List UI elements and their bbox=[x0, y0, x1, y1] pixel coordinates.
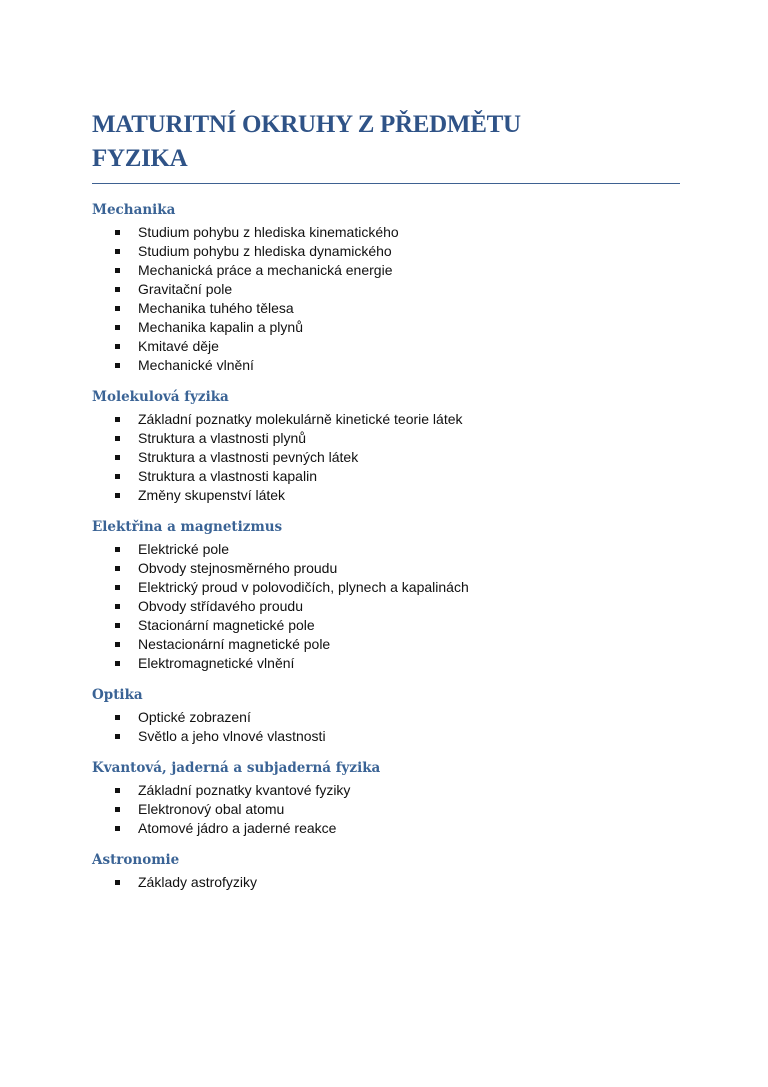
section-molekulova-fyzika bbox=[92, 387, 680, 517]
topics-list bbox=[92, 200, 680, 892]
section-heading: Optika bbox=[92, 687, 143, 703]
square-bullet-icon bbox=[115, 623, 120, 628]
square-bullet-icon bbox=[115, 715, 120, 720]
list-item bbox=[92, 800, 680, 819]
list-item bbox=[92, 467, 680, 486]
topic-label: Základy astrofyziky bbox=[138, 874, 258, 890]
section-optika bbox=[92, 685, 680, 758]
topic-label: Optické zobrazení bbox=[138, 709, 251, 725]
square-bullet-icon bbox=[115, 417, 120, 422]
list-item bbox=[92, 223, 680, 242]
square-bullet-icon bbox=[115, 249, 120, 254]
list-item bbox=[92, 873, 680, 892]
section-heading: Astronomie bbox=[92, 852, 180, 868]
topic-label: Studium pohybu z hlediska dynamického bbox=[138, 243, 392, 259]
list-item bbox=[92, 559, 680, 578]
square-bullet-icon bbox=[115, 547, 120, 552]
topic-list bbox=[92, 708, 680, 746]
section-mechanika bbox=[92, 200, 680, 387]
square-bullet-icon bbox=[115, 734, 120, 739]
list-item bbox=[92, 635, 680, 654]
list-item bbox=[92, 356, 680, 375]
topic-label: Elektromagnetické vlnění bbox=[138, 655, 295, 671]
section-astronomie bbox=[92, 850, 680, 892]
document-title bbox=[92, 108, 680, 176]
list-item bbox=[92, 597, 680, 616]
list-item bbox=[92, 280, 680, 299]
list-item bbox=[92, 654, 680, 673]
topic-label: Mechanická práce a mechanická energie bbox=[138, 262, 393, 278]
topic-list bbox=[92, 781, 680, 838]
square-bullet-icon bbox=[115, 455, 120, 460]
topic-label: Atomové jádro a jaderné reakce bbox=[138, 820, 337, 836]
list-item bbox=[92, 429, 680, 448]
list-item bbox=[92, 318, 680, 337]
square-bullet-icon bbox=[115, 436, 120, 441]
square-bullet-icon bbox=[115, 661, 120, 666]
list-item bbox=[92, 616, 680, 635]
square-bullet-icon bbox=[115, 287, 120, 292]
section-elektrina-a-magnetizmus bbox=[92, 517, 680, 685]
square-bullet-icon bbox=[115, 585, 120, 590]
square-bullet-icon bbox=[115, 306, 120, 311]
topic-label: Základní poznatky molekulárně kinetické teorie látek bbox=[138, 411, 463, 427]
square-bullet-icon bbox=[115, 230, 120, 235]
square-bullet-icon bbox=[115, 268, 120, 273]
section-kvantova-fyzika bbox=[92, 758, 680, 850]
square-bullet-icon bbox=[115, 344, 120, 349]
topic-label: Základní poznatky kvantové fyziky bbox=[138, 782, 351, 798]
square-bullet-icon bbox=[115, 807, 120, 812]
list-item bbox=[92, 486, 680, 505]
square-bullet-icon bbox=[115, 788, 120, 793]
section-heading: Kvantová, jaderná a subjaderná fyzika bbox=[92, 760, 381, 776]
title-line-1: MATURITNÍ OKRUHY Z PŘEDMĚTU bbox=[92, 111, 521, 138]
title-line-2: FYZIKA bbox=[92, 145, 188, 172]
title-underline-rule bbox=[92, 183, 680, 184]
list-item bbox=[92, 819, 680, 838]
topic-label: Studium pohybu z hlediska kinematického bbox=[138, 224, 399, 240]
topic-label: Gravitační pole bbox=[138, 281, 233, 297]
topic-list bbox=[92, 540, 680, 673]
list-item bbox=[92, 337, 680, 356]
square-bullet-icon bbox=[115, 642, 120, 647]
topic-list bbox=[92, 223, 680, 375]
square-bullet-icon bbox=[115, 474, 120, 479]
topic-label: Obvody stejnosměrného proudu bbox=[138, 560, 338, 576]
section-heading: Molekulová fyzika bbox=[92, 389, 229, 405]
list-item bbox=[92, 261, 680, 280]
square-bullet-icon bbox=[115, 604, 120, 609]
square-bullet-icon bbox=[115, 325, 120, 330]
square-bullet-icon bbox=[115, 363, 120, 368]
square-bullet-icon bbox=[115, 826, 120, 831]
topic-label: Stacionární magnetické pole bbox=[138, 617, 315, 633]
topic-label: Struktura a vlastnosti kapalin bbox=[138, 468, 317, 484]
topic-label: Struktura a vlastnosti pevných látek bbox=[138, 449, 359, 465]
topic-label: Mechanika kapalin a plynů bbox=[138, 319, 303, 335]
list-item bbox=[92, 410, 680, 429]
topic-label: Mechanika tuhého tělesa bbox=[138, 300, 294, 316]
section-heading: Elektřina a magnetizmus bbox=[92, 519, 283, 535]
list-item bbox=[92, 578, 680, 597]
topic-label: Elektronový obal atomu bbox=[138, 801, 285, 817]
topic-label: Struktura a vlastnosti plynů bbox=[138, 430, 307, 446]
topic-label: Světlo a jeho vlnové vlastnosti bbox=[138, 728, 326, 744]
topic-label: Nestacionární magnetické pole bbox=[138, 636, 331, 652]
list-item bbox=[92, 448, 680, 467]
list-item bbox=[92, 540, 680, 559]
square-bullet-icon bbox=[115, 880, 120, 885]
list-item bbox=[92, 299, 680, 318]
topic-list bbox=[92, 410, 680, 505]
square-bullet-icon bbox=[115, 566, 120, 571]
topic-label: Změny skupenství látek bbox=[138, 487, 286, 503]
topic-label: Elektrický proud v polovodičích, plynech a kapalinách bbox=[138, 579, 469, 595]
topic-label: Mechanické vlnění bbox=[138, 357, 254, 373]
topic-label: Elektrické pole bbox=[138, 541, 230, 557]
list-item bbox=[92, 727, 680, 746]
square-bullet-icon bbox=[115, 493, 120, 498]
list-item bbox=[92, 781, 680, 800]
list-item bbox=[92, 708, 680, 727]
topic-label: Kmitavé děje bbox=[138, 338, 219, 354]
section-heading: Mechanika bbox=[92, 202, 176, 218]
topic-label: Obvody střídavého proudu bbox=[138, 598, 303, 614]
topic-list bbox=[92, 873, 680, 892]
list-item bbox=[92, 242, 680, 261]
